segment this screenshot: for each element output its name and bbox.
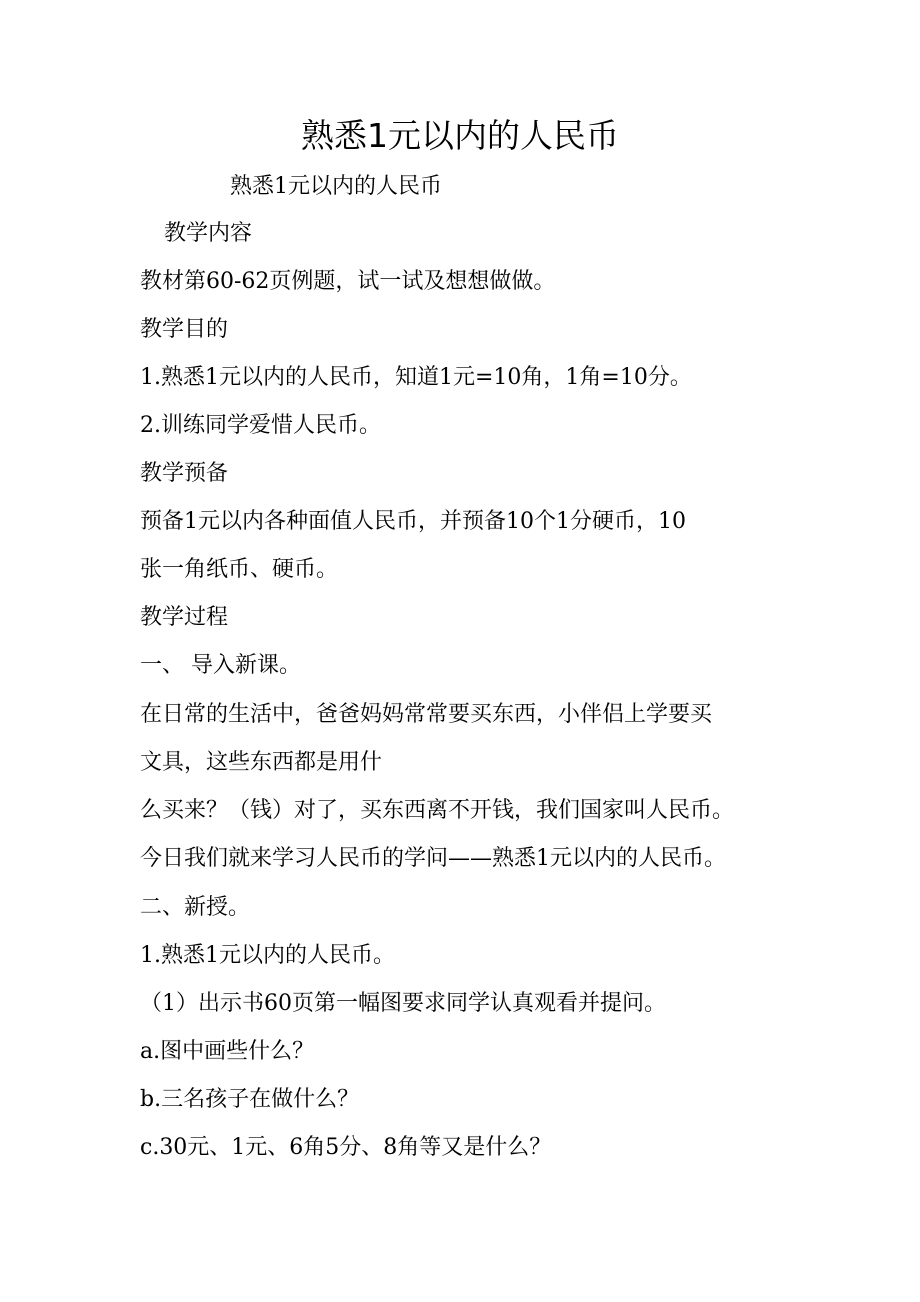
list-item: a.图中画些什么？ [140,1039,315,1064]
section-heading: 一、 导入新课。 [140,653,301,678]
subtitle-line: 熟悉1元以内的人民币 [230,174,442,199]
paragraph-line: 1.熟悉1元以内的人民币，知道1元=10角，1角=10分。 [140,365,692,390]
document-title: 熟悉1元以内的人民币 [301,116,619,155]
heading-teaching-content: 教学内容 [164,221,253,246]
paragraph-line: 2.训练同学爱惜人民币。 [140,413,381,438]
heading-teaching-goal: 教学目的 [140,317,229,342]
section-heading: 二、新授。 [140,895,251,920]
paragraph-line: （1）出示书60页第一幅图要求同学认真观看并提问。 [140,991,666,1016]
paragraph-line: 张一角纸币、硬币。 [140,557,339,582]
heading-teaching-process: 教学过程 [140,605,229,630]
paragraph-line: 教材第60-62页例题，试一试及想想做做。 [140,269,556,294]
paragraph-line: 文具，这些东西都是用什 [140,750,383,775]
paragraph-line: 么买来？（钱）对了，买东西离不开钱，我们国家叫人民币。 [140,798,735,823]
paragraph-line: 今日我们就来学习人民币的学问——熟悉1元以内的人民币。 [140,846,726,871]
paragraph-line: 预备1元以内各种面值人民币，并预备10个1分硬币，10 [140,509,686,534]
paragraph-line: 1.熟悉1元以内的人民币。 [140,943,395,968]
paragraph-line: 在日常的生活中，爸爸妈妈常常要买东西，小伴侣上学要买 [140,702,713,727]
list-item: c.30元、1元、6角5分、8角等又是什么？ [140,1135,552,1160]
list-item: b.三名孩子在做什么？ [140,1087,360,1112]
heading-teaching-prep: 教学预备 [140,461,229,486]
